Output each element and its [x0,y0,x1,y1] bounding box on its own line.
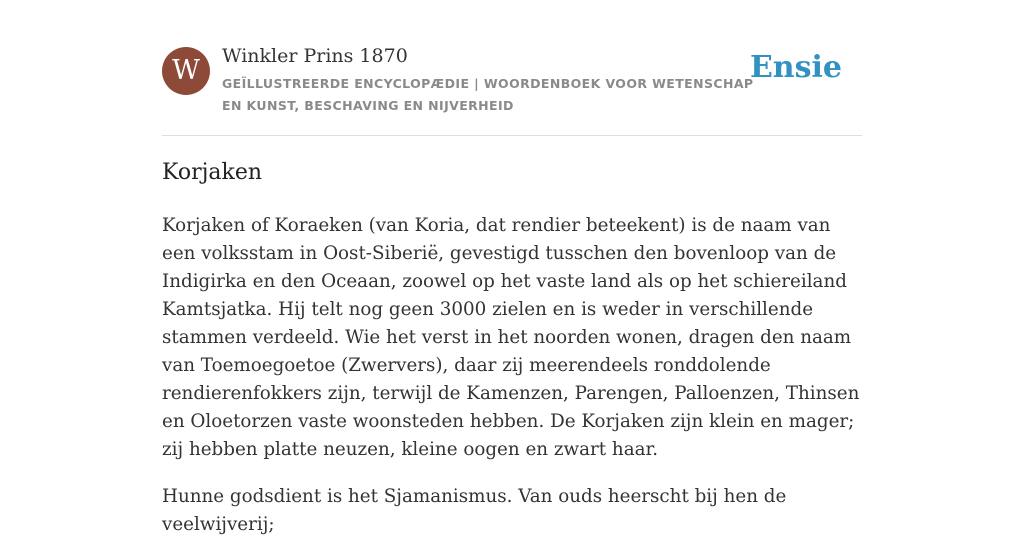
entry-paragraph: Korjaken of Koraeken (van Koria, dat rendier beteekent) is de naam van een volksstam in Oost-Siberië, gevestigd tusschen den bovenloop van de Indigirka en den Oceaan, zoowel op het vaste land als op het schiereiland Kamtsjatka. Hij telt nog geen 3000 zielen en is weder in verschillende stammen verdeeld. Wie het verst in het noorden wonen, dragen den naam van Toemoegoetoe (Zwervers), daar zij meerendeels ronddolende rendierenfokkers zijn, terwijl de Kamenzen, Parengen, Palloenzen, Thinsen en Oloetorzen vaste woonsteden hebben. De Korjaken zijn klein en mager; zij hebben platte neuzen, kleine oogen en zwart haar. [162,215,860,460]
header [162,0,862,136]
entry-title: Korjaken [162,160,263,185]
source-subtitle: GEÏLLUSTREERDE ENCYCLOPÆDIE | WOORDENBOEK VOOR WETENSCHAP EN KUNST, BESCHAVING EN NIJVERHEID [222,76,754,113]
entry-paragraph: Hunne godsdient is het Sjamanismus. Van ouds heerscht bij hen de veelwijverij; [162,486,787,535]
page [162,0,862,535]
entry-body [162,212,862,558]
source-title[interactable]: Winkler Prins 1870 [222,45,408,67]
source-avatar[interactable]: W [162,47,210,95]
ensie-logo[interactable]: Ensie [749,50,842,85]
